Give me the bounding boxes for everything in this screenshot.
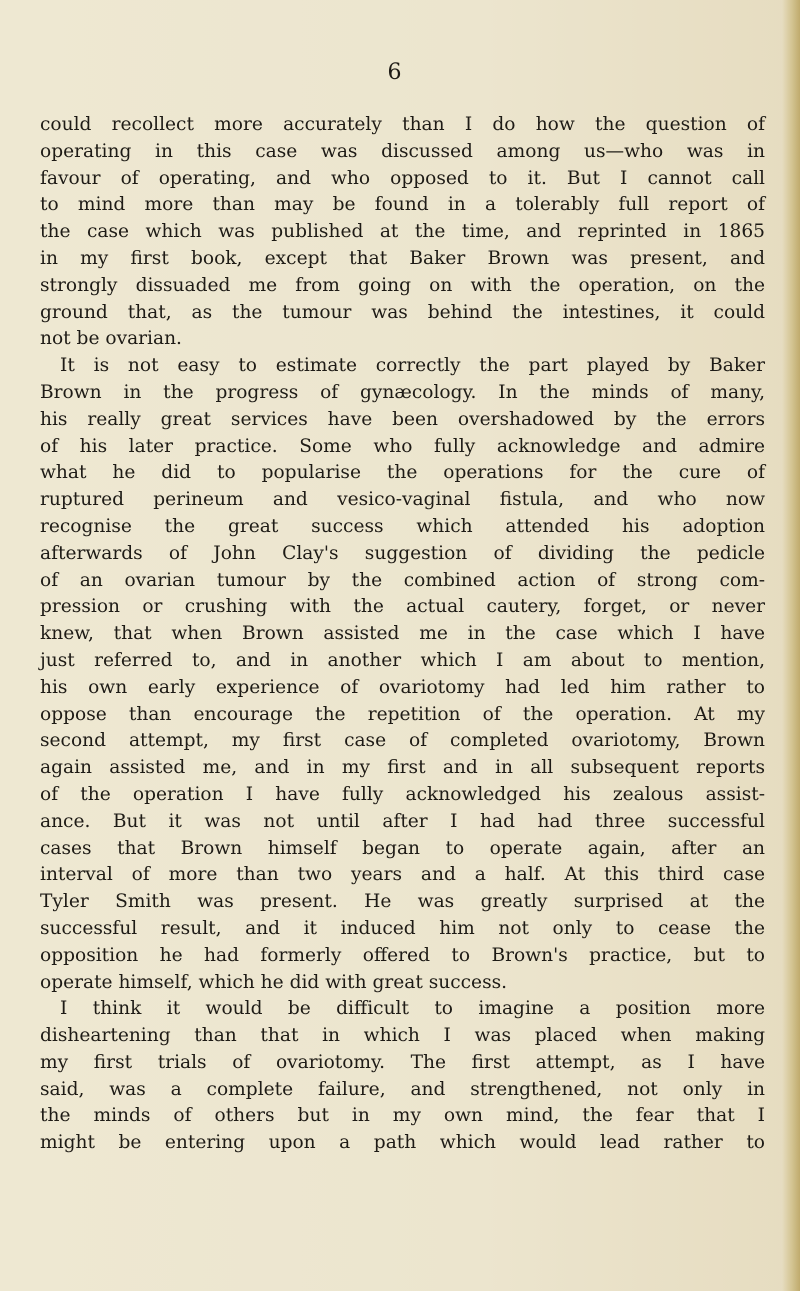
text-line: afterwards of John Clay's suggestion of dividing the pedicle	[40, 542, 765, 564]
text-line: not be ovarian.	[40, 328, 182, 350]
text-line: disheartening than that in which I was placed when making	[40, 1025, 765, 1047]
text-line: again assisted me, and in my first and in all subsequent reports	[40, 757, 765, 779]
text-line: Brown in the progress of gynæcology. In the minds of many,	[40, 381, 765, 403]
text-line: operating in this case was discussed among us—who was in	[40, 140, 765, 162]
text-line: It is not easy to estimate correctly the part played by Baker	[60, 355, 765, 377]
text-line: ruptured perineum and vesico-vaginal fistula, and who now	[40, 489, 765, 511]
page-edge-shadow	[782, 0, 800, 1291]
text-line: his really great services have been overshadowed by the errors	[40, 408, 765, 430]
text-line: might be entering upon a path which would lead rather to	[40, 1132, 765, 1154]
text-line: Tyler Smith was present. He was greatly surprised at the	[40, 891, 765, 913]
text-line: just referred to, and in another which I am about to mention,	[40, 649, 765, 671]
page-number: 6	[387, 60, 403, 85]
text-line: favour of operating, and who opposed to it. But I cannot call	[40, 167, 765, 189]
text-line: my first trials of ovariotomy. The first attempt, as I have	[40, 1051, 765, 1073]
text-line: what he did to popularise the operations for the cure of	[40, 462, 765, 484]
text-line: could recollect more accurately than I do how the question of	[40, 114, 765, 135]
text-line: I think it would be difficult to imagine a position more	[60, 998, 765, 1020]
text-line: cases that Brown himself began to operate again, after an	[40, 837, 765, 859]
text-line: the minds of others but in my own mind, the fear that I	[40, 1105, 765, 1127]
text-line: operate himself, which he did with great success.	[40, 971, 508, 993]
text-line: ground that, as the tumour was behind the intestines, it could	[40, 301, 765, 323]
text-line: knew, that when Brown assisted me in the case which I have	[40, 623, 765, 645]
text-line: second attempt, my first case of completed ovariotomy, Brown	[40, 730, 765, 752]
text-line: his own early experience of ovariotomy had led him rather to	[40, 676, 765, 698]
text-line: said, was a complete failure, and strengthened, not only in	[40, 1078, 765, 1100]
text-line: recognise the great success which attended his adoption	[40, 515, 765, 537]
text-line: successful result, and it induced him not only to cease the	[40, 917, 765, 939]
text-line: of his later practice. Some who fully acknowledge and admire	[40, 435, 765, 457]
text-line: interval of more than two years and a half. At this third case	[40, 864, 765, 886]
text-line: ance. But it was not until after I had had three successful	[40, 810, 765, 832]
text-line: in my first book, except that Baker Brown was present, and	[40, 247, 765, 269]
text-line: of an ovarian tumour by the combined action of strong com-	[40, 569, 765, 591]
text-line: strongly dissuaded me from going on with the operation, on the	[40, 274, 765, 296]
text-line: of the operation I have fully acknowledged his zealous assist-	[40, 783, 765, 805]
body-text	[40, 112, 765, 1157]
text-line: the case which was published at the time, and reprinted in 1865	[40, 221, 765, 243]
text-line: to mind more than may be found in a tolerably full report of	[40, 194, 765, 216]
text-line: oppose than encourage the repetition of the operation. At my	[40, 703, 765, 725]
text-line: pression or crushing with the actual cautery, forget, or never	[40, 596, 765, 618]
text-line: opposition he had formerly offered to Brown's practice, but to	[40, 944, 765, 966]
